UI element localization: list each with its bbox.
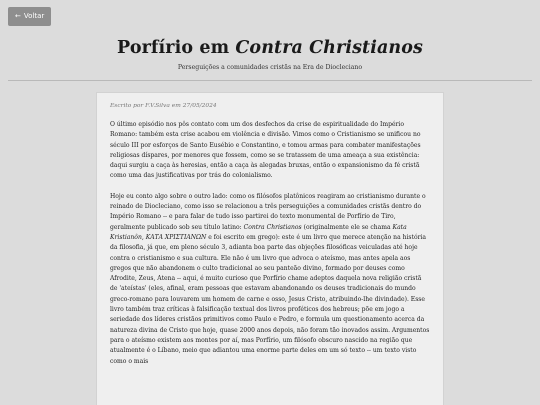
paragraph-2-greek-title: Kata Kristianôn, ΚΑΤΑ ΧΡΙΣΤΙΑΝΩΝ (110, 223, 407, 241)
article-card (96, 92, 444, 405)
page-subtitle: Perseguições a comunidades cristãs na Era de Diocleciano (177, 64, 363, 71)
article-meta: Escrito por F.V.Silva em 27/05/2024 (110, 103, 217, 109)
header-divider (8, 80, 532, 81)
paragraph-2-text-c: (originalmente ele se chama (301, 223, 393, 231)
article-paragraph-2 (110, 192, 430, 367)
title-work: Contra Christianos (235, 38, 423, 58)
back-button[interactable] (8, 7, 51, 26)
page-header (0, 38, 540, 71)
paragraph-2-text-a: Hoje eu conto algo sobre o outro lado: como os filósofos platônicos reagiram ao cristianismo durante o reinado de Diocleciano, como isso se relacionou a três perseguições a comunidades cristãs dentro do Império Romano -- e para falar de tudo isso partirei do texto monumental de Porfírio de Tiro, geralmente publicado sob seu título latino: (110, 192, 426, 231)
page-title (0, 38, 540, 58)
paragraph-2-book-title: Contra Christianos (243, 223, 302, 231)
article-paragraph-1: O último episódio nos pôs contato com um dos desfechos da crise de espiritualidade do Império Romano: também esta crise acabou em violência e divisão. Vimos como o Cristianismo se unificou no século III por esforços de Santo Eusébio e Constantino, e tomou armas para combater manifestações religiosas díspares, por menores que fossem, como se se tratassem de uma ameaça a sua existência: daqui surgiu a caça às heresias, então a caça às alegadas bruxas, então o expansionismo da fé cristã como uma das justificativas por trás do colonialismo. (110, 121, 421, 180)
arrow-left-icon: ← (15, 12, 21, 20)
back-button-label: Voltar (23, 12, 45, 20)
paragraph-2-text-e: e foi escrito em grego): este é um livro que merece atenção na história da filosofia, já que, em pleno século 3, adianta boa parte das objeções filosóficas veiculadas até hoje contra o cristianismo e sua cultura. Ele não é um livro que advoca o ateísmo, mas antes apela aos gregos que não abandonem o culto tradicional ao seu panteão divino, formado por deuses como Afrodite, Zeus, Atena -- aqui, é muito curioso que Porfírio chame adeptos daquela nova religião cristã de 'ateístas' (eles, afinal, eram pessoas que estavam abandonando os deuses tradicionais do mundo greco-romano para louvarem um homem de carne e osso, Jesus Cristo, atribuindo-lhe divindade). Esse livro também traz críticas à falsificação textual dos livros proféticos dos hebreus; põe em jogo a seriedade dos líderes cristãos primitivos como Paulo e Pedro, e formula um questionamento acerca da natureza divina de Cristo que hoje, quase 2000 anos depois, não foram tão inovados assim. Argumentos para o ateísmo existem aos montes por aí, mas Porfírio, um filósofo obscuro nascido na região que atualmente é o Líbano, meio que adiantou uma enorme parte deles em um só texto -- um texto visto como o mais (110, 233, 430, 365)
title-prefix: Porfírio em (117, 38, 236, 58)
